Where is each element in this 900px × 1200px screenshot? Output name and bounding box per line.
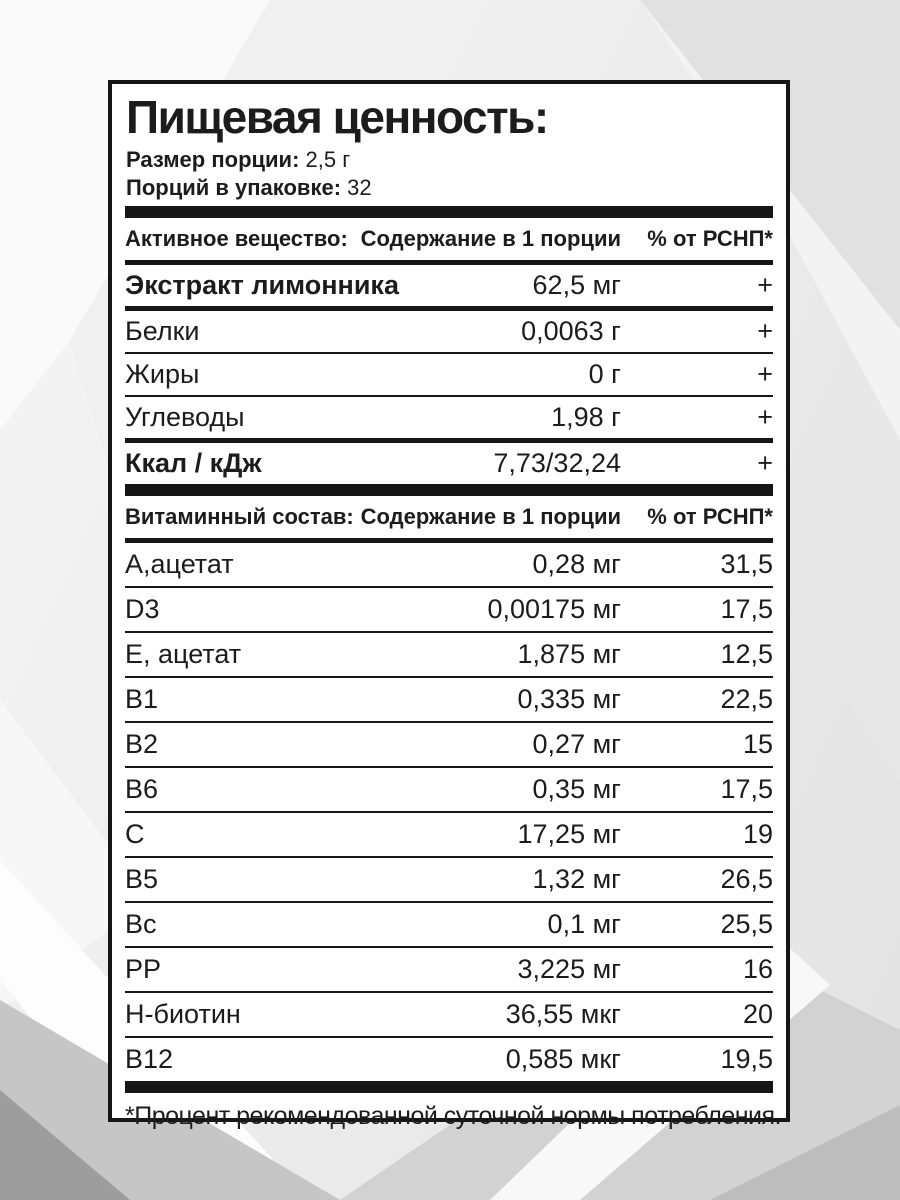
row-percent: + <box>757 270 773 300</box>
row-name: В12 <box>125 1044 174 1074</box>
row-percent: + <box>757 316 773 346</box>
row-amount: 3,225 мг <box>517 954 621 984</box>
table-row <box>125 858 773 901</box>
row-name: Ккал / кДж <box>125 448 262 478</box>
row-percent: 19 <box>742 819 773 849</box>
nutrition-label-card <box>108 80 790 1130</box>
row-amount: 0,00175 мг <box>487 594 621 624</box>
divider-thick <box>125 484 773 496</box>
row-percent: 17,5 <box>720 594 773 624</box>
header-col-percent: % от РСНП* <box>647 504 773 529</box>
row-percent: + <box>757 448 773 478</box>
table-row <box>125 948 773 991</box>
divider-thick <box>125 1081 773 1093</box>
vitamins-header-row <box>125 496 773 538</box>
vitamins-table <box>125 543 773 1081</box>
row-name: РР <box>125 954 162 984</box>
table-row <box>125 443 773 484</box>
row-amount: 0 г <box>588 359 621 389</box>
serving-size-label: Размер порции: <box>126 147 300 172</box>
header-col-substance: Активное вещество: <box>125 226 348 251</box>
table-row <box>125 588 773 631</box>
row-name: С <box>125 819 145 849</box>
table-row <box>125 397 773 438</box>
row-percent: 12,5 <box>720 639 773 669</box>
row-percent: + <box>757 402 773 432</box>
table-row <box>125 265 773 306</box>
table-row <box>125 354 773 395</box>
row-name: А,ацетат <box>125 549 234 579</box>
row-amount: 62,5 мг <box>532 270 621 300</box>
row-name: Н-биотин <box>125 999 241 1029</box>
row-name: Жиры <box>125 359 200 389</box>
row-percent: 20 <box>742 999 773 1029</box>
row-percent: 26,5 <box>720 864 773 894</box>
row-amount: 0,35 мг <box>532 774 621 804</box>
row-amount: 0,27 мг <box>532 729 621 759</box>
row-percent: 22,5 <box>720 684 773 714</box>
row-amount: 0,1 мг <box>547 909 621 939</box>
table-row <box>125 768 773 811</box>
row-name: D3 <box>125 594 160 624</box>
servings-per-pack-value: 32 <box>347 175 372 200</box>
serving-size-value: 2,5 г <box>305 147 351 172</box>
table-row <box>125 723 773 766</box>
table-row <box>125 678 773 721</box>
divider-thick <box>125 206 773 218</box>
footnote: *Процент рекомендованной суточной нормы потребления. <box>125 1102 781 1130</box>
row-name: Белки <box>125 316 200 346</box>
table-row <box>125 311 773 352</box>
active-substances-header-row <box>125 218 773 260</box>
row-name: В2 <box>125 729 159 759</box>
servings-per-pack-line <box>126 174 773 202</box>
header-col-amount: Содержание в 1 порции <box>360 504 621 529</box>
row-percent: 31,5 <box>720 549 773 579</box>
row-percent: + <box>757 359 773 389</box>
row-amount: 1,98 г <box>551 402 621 432</box>
row-percent: 25,5 <box>720 909 773 939</box>
row-amount: 0,28 мг <box>532 549 621 579</box>
row-name: Экстракт лимонника <box>125 270 399 300</box>
active-substances-table <box>125 265 773 484</box>
header-col-percent: % от РСНП* <box>647 226 773 251</box>
row-name: Вс <box>125 909 157 939</box>
row-name: В1 <box>125 684 159 714</box>
row-name: Углеводы <box>125 402 245 432</box>
table-row <box>125 543 773 586</box>
row-percent: 15 <box>742 729 773 759</box>
table-row <box>125 813 773 856</box>
row-amount: 17,25 мг <box>517 819 621 849</box>
page-title: Пищевая ценность: <box>126 91 548 143</box>
row-name: Е, ацетат <box>125 639 242 669</box>
row-amount: 0,585 мкг <box>505 1044 621 1074</box>
row-percent: 16 <box>742 954 773 984</box>
row-percent: 19,5 <box>720 1044 773 1074</box>
table-row <box>125 903 773 946</box>
row-amount: 0,0063 г <box>521 316 621 346</box>
row-amount: 0,335 мг <box>517 684 621 714</box>
row-amount: 1,32 мг <box>532 864 621 894</box>
row-amount: 36,55 мкг <box>505 999 621 1029</box>
row-amount: 7,73/32,24 <box>493 448 621 478</box>
header-col-vitamins: Витаминный состав: <box>125 504 354 529</box>
row-name: В6 <box>125 774 159 804</box>
table-row <box>125 993 773 1036</box>
header-col-amount: Содержание в 1 порции <box>360 226 621 251</box>
servings-per-pack-label: Порций в упаковке: <box>126 175 342 200</box>
serving-size-line <box>126 146 773 174</box>
row-amount: 1,875 мг <box>517 639 621 669</box>
row-name: В5 <box>125 864 159 894</box>
table-row <box>125 633 773 676</box>
row-percent: 17,5 <box>720 774 773 804</box>
table-row <box>125 1038 773 1081</box>
